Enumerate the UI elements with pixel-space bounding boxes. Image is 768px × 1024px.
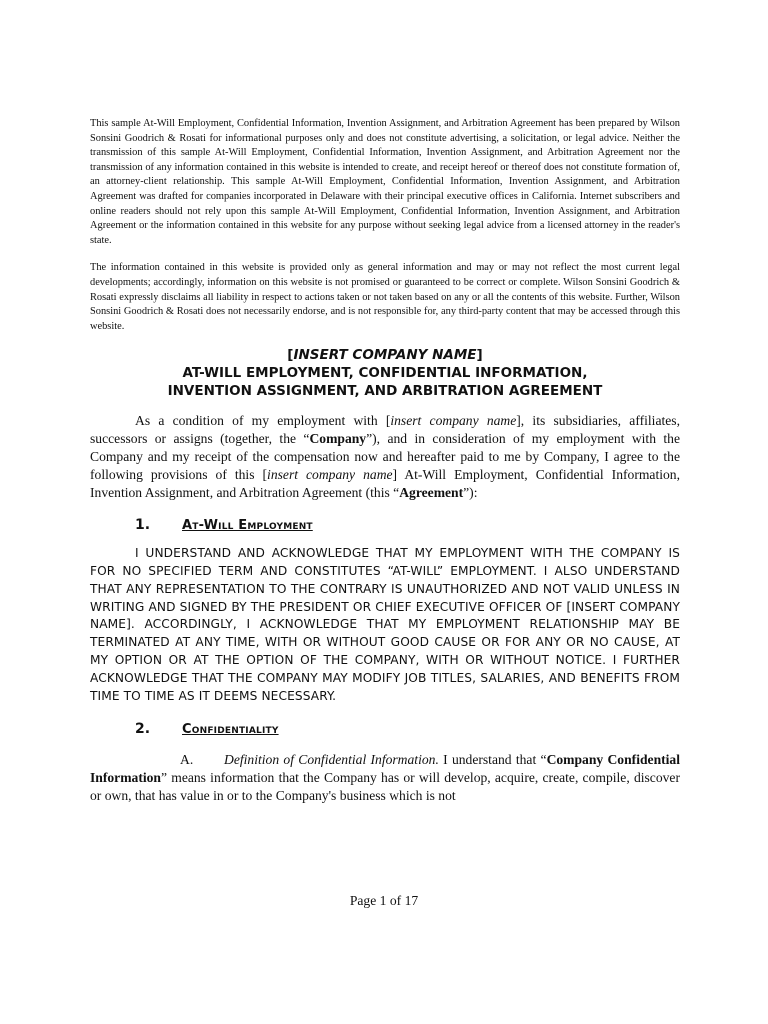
- section-title: Confidentiality: [182, 721, 279, 737]
- subsection-label: Definition of Confidential Information.: [224, 752, 439, 768]
- subsection-text: ” means information that the Company has or will develop, acquire, create, compile, discover or own, that has value in or to the Company's business which is not: [90, 770, 680, 804]
- intro-text: As a condition of my employment with [: [135, 413, 391, 429]
- section-1-heading: [90, 513, 680, 537]
- agreement-title-line-1: AT-WILL EMPLOYMENT, CONFIDENTIAL INFORMATION,: [182, 365, 588, 382]
- company-name-placeholder: [90, 347, 680, 364]
- defined-term-confidential-info: Company Confidential Information: [90, 752, 681, 786]
- agreement-title-line-2: INVENTION ASSIGNMENT, AND ARBITRATION AGREEMENT: [167, 383, 603, 400]
- intro-text: ], its subsidiaries, affiliates, successors or assigns (together, the “: [90, 413, 680, 447]
- disclaimer-paragraph-2: The information contained in this website is provided only as general information and may or may not reflect the most current legal developments; accordingly, information on this website is not promised or guaranteed to be correct or complete. Wilson Sonsini Goodrich & Rosati expressly disclaims all liability in respect to actions taken or not taken based on any or all the contents of this website. Further, Wilson Sonsini Goodrich & Rosati does not necessarily endorse, and is not responsible for, any third-party content that may be accessed through this website.: [90, 262, 680, 332]
- intro-placeholder: insert company name: [267, 466, 393, 482]
- intro-placeholder: insert company name: [390, 413, 517, 429]
- disclaimer-paragraph-1: This sample At-Will Employment, Confidential Information, Invention Assignment, and Arbitration Agreement has been prepared by Wilson Sonsini Goodrich & Rosati for informational purposes only and does not constitute advertising, a solicitation, or legal advice. Neither the transmission of this sample At-Will Employment, Confidential Information, Invention Assignment, and Arbitration Agreement nor the transmission of any information contained in this website is intended to create, and receipt hereof or thereof does not constitute formation of, an attorney-client relationship. This sample At-Will Employment, Confidential Information, Invention Assignment, and Arbitration Agreement was drafted for companies incorporated in Delaware with their principal executive offices in California. Internet subscribers and online readers should not rely upon this sample At-Will Employment, Confidential Information, Invention Assignment, and Arbitration Agreement or the information contained in this website for any purpose without seeking legal advice from a licensed attorney in the reader's state.: [90, 118, 680, 246]
- section-2a-paragraph: [90, 751, 680, 804]
- defined-term-agreement: Agreement: [399, 484, 464, 500]
- subsection-mark: A.: [180, 752, 194, 768]
- subsection-text: I understand that “: [438, 752, 547, 768]
- intro-paragraph: [90, 412, 680, 501]
- defined-term-company: Company: [309, 431, 367, 447]
- section-number: 1.: [135, 517, 151, 534]
- section-1-body: I UNDERSTAND AND ACKNOWLEDGE THAT MY EMPLOYMENT WITH THE COMPANY IS FOR NO SPECIFIED TERM AND CONSTITUTES “AT-WILL” EMPLOYMENT. I ALSO UNDERSTAND THAT ANY REPRESENTATION TO THE CONTRARY IS UNAUTHORIZED AND NOT VALID UNLESS IN WRITING AND SIGNED BY THE PRESIDENT OR CHIEF EXECUTIVE OFFICER OF [INSERT COMPANY NAME]. ACCORDINGLY, I ACKNOWLEDGE THAT MY EMPLOYMENT RELATIONSHIP MAY BE TERMINATED AT ANY TIME, WITH OR WITHOUT GOOD CAUSE OR FOR ANY OR NO CAUSE, AT MY OPTION OR AT THE OPTION OF THE COMPANY, WITH OR WITHOUT NOTICE. I FURTHER ACKNOWLEDGE THAT THE COMPANY MAY MODIFY JOB TITLES, SALARIES, AND BENEFITS FROM TIME TO TIME AS IT DEEMS NECESSARY.: [90, 546, 680, 703]
- intro-text: ”):: [463, 484, 478, 500]
- intro-text: ] At-Will Employment, Confidential Information, Invention Assignment, and Arbitration Agreement (this “: [90, 466, 681, 500]
- intro-text: ”), and in consideration of my employment with the Company and my receipt of the compensation now and hereafter paid to me by Company, I agree to the following provisions of this [: [90, 431, 680, 482]
- disclaimer: [90, 117, 680, 334]
- company-name: INSERT COMPANY NAME: [293, 347, 477, 364]
- section-2-heading: [90, 717, 680, 741]
- page-number: Page 1 of 17: [349, 893, 419, 908]
- section-title: At-Will Employment: [182, 517, 313, 533]
- bracket-open: [: [287, 347, 294, 364]
- bracket-close: ]: [476, 347, 483, 364]
- document-page: [90, 117, 680, 805]
- section-number: 2.: [135, 721, 151, 738]
